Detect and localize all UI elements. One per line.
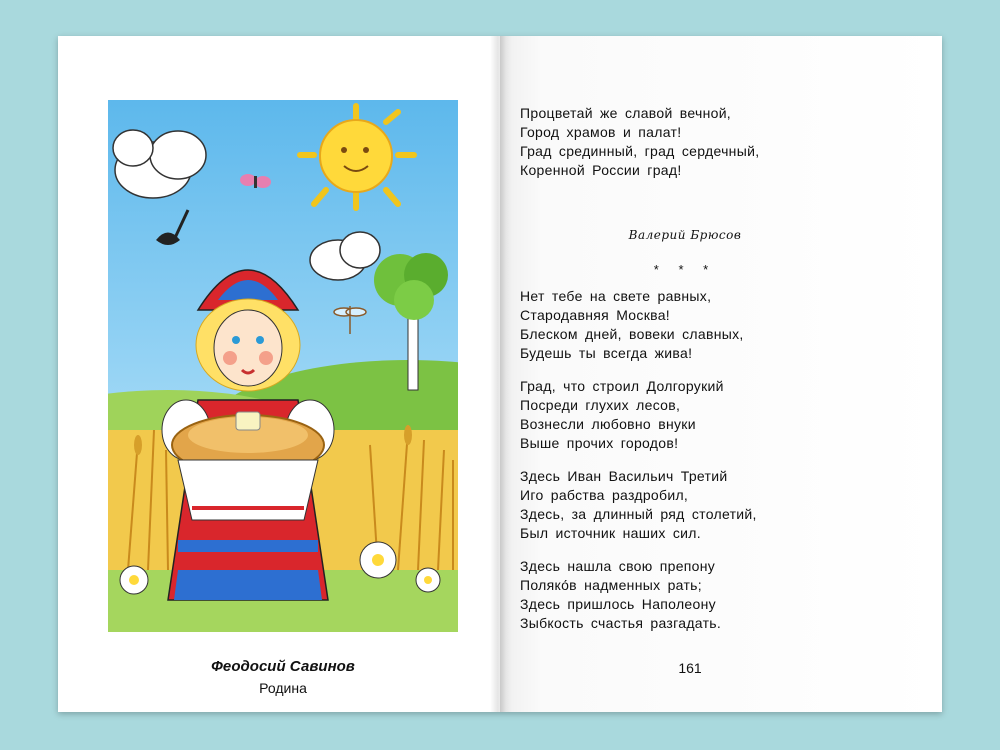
book-gutter [490, 36, 506, 712]
verse-line: Здесь пришлось Наполеону [520, 596, 716, 612]
girl-with-bread-icon [108, 100, 458, 632]
verse-line: Выше прочих городов! [520, 435, 679, 451]
open-book [58, 36, 942, 712]
verse-line: Вознесли любовно внуки [520, 416, 696, 432]
illustration [108, 100, 458, 632]
page-number: 161 [678, 660, 702, 676]
illustration-author: Феодосий Савинов [211, 658, 355, 675]
verse-line: Град, что строил Долгорукий [520, 378, 724, 394]
verse-line: Будешь ты всегда жива! [520, 345, 693, 361]
verse-line: Град срединный, град сердечный, [520, 143, 760, 159]
verse-line: Процветай же славой вечной, [520, 105, 732, 121]
stanza-3 [520, 377, 724, 453]
verse-line: Стародавняя Москва! [520, 307, 670, 323]
verse-line: Здесь нашла свою препону [520, 558, 716, 574]
stanza-4 [520, 467, 757, 543]
verse-line: Иго рабства раздробил, [520, 487, 689, 503]
poem-author-signature: Валерий Брюсов [628, 228, 742, 242]
verse-line: Здесь, за длинный ряд столетий, [520, 506, 757, 522]
verse-line: Был источник наших сил. [520, 525, 701, 541]
stanza-2 [520, 287, 744, 363]
verse-line: Здесь Иван Васильич Третий [520, 468, 728, 484]
verse-line: Посреди глухих лесов, [520, 397, 681, 413]
verse-line: Поляко́в надменных рать; [520, 577, 702, 593]
asterisks-divider: * * * [653, 262, 717, 277]
verse-line: Зыбкость счастья разгадать. [520, 615, 722, 631]
verse-line: Город храмов и палат! [520, 124, 682, 140]
left-page [58, 36, 500, 712]
illustration-title: Родина [259, 680, 307, 696]
stanza-1 [520, 104, 759, 180]
verse-line: Коренной России град! [520, 162, 682, 178]
verse-line: Блеском дней, вовеки славных, [520, 326, 744, 342]
verse-line: Нет тебе на свете равных, [520, 288, 712, 304]
stanza-5 [520, 557, 721, 633]
